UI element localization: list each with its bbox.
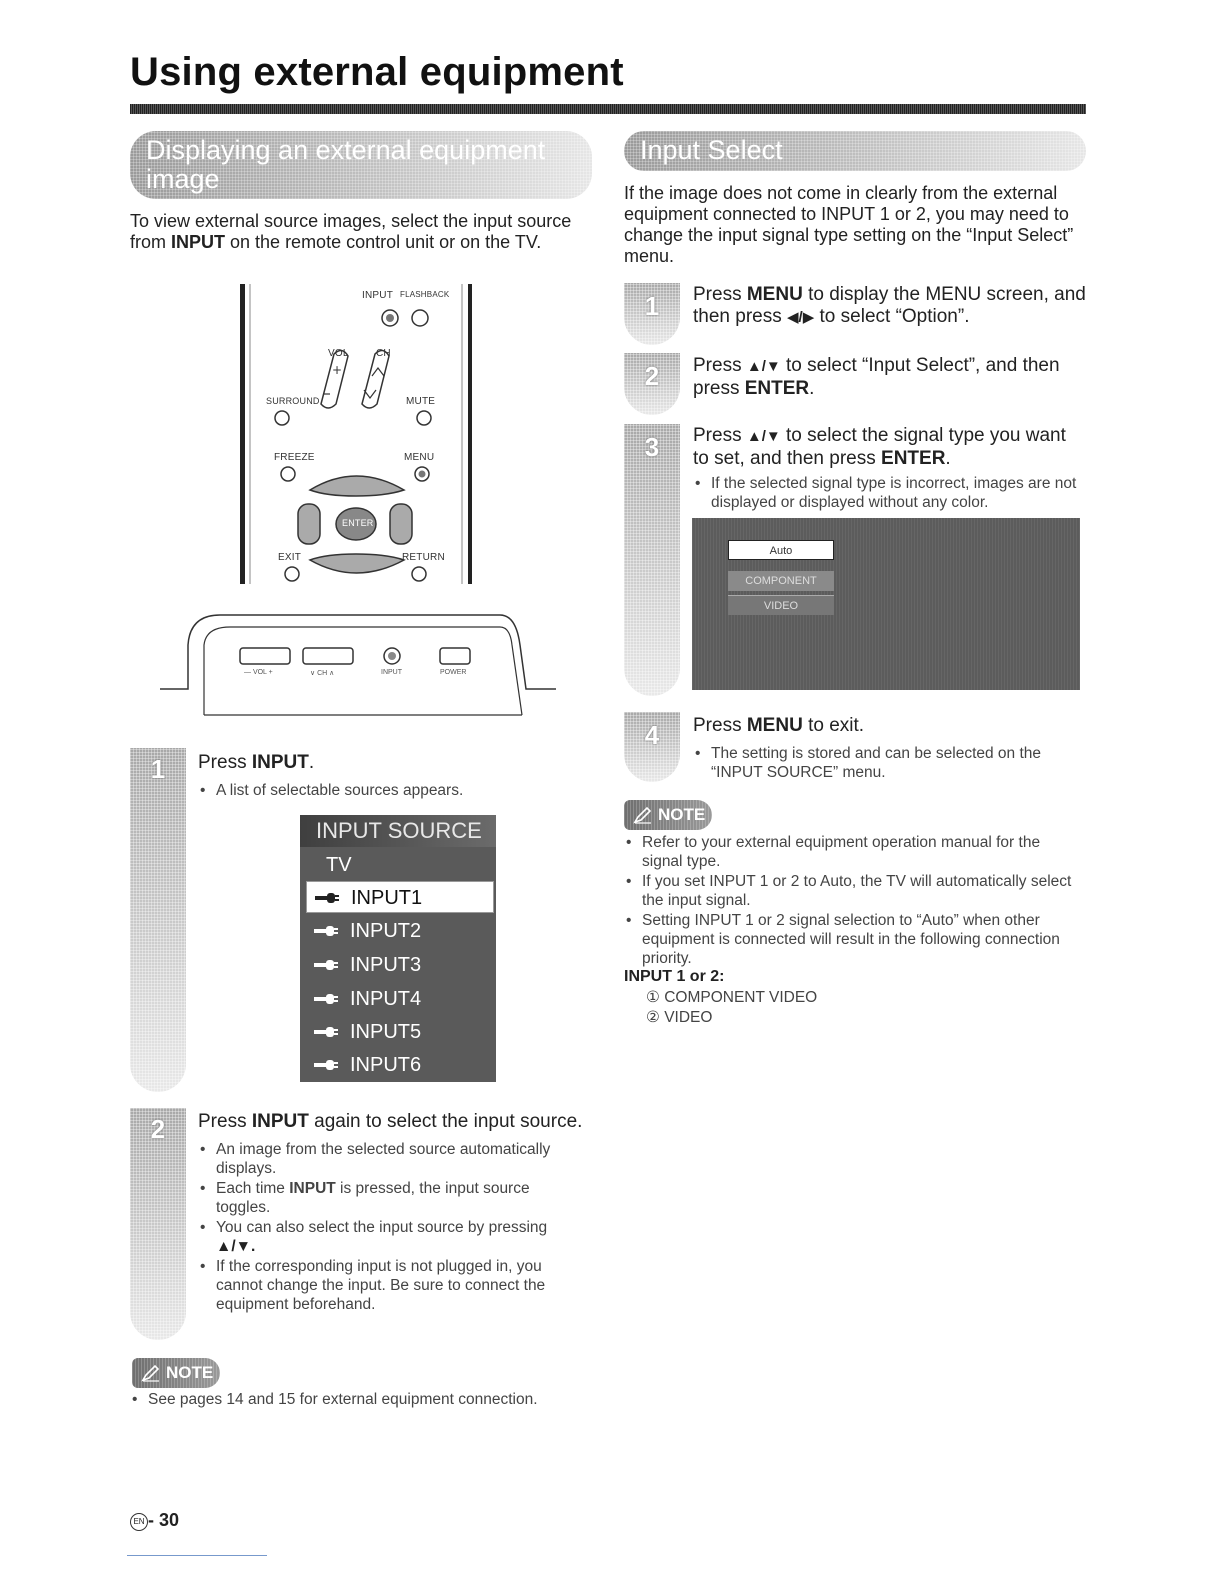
- remote-ch-label: CH: [376, 348, 391, 359]
- section-title-line2: image: [146, 164, 220, 194]
- step-number: 1: [150, 754, 166, 784]
- right-step3-bullets: [693, 474, 1085, 513]
- plug-icon: [314, 992, 338, 1006]
- step-number: 4: [644, 720, 660, 750]
- bullet-item: • If the selected signal type is incorrect, images are not displayed or displayed without any color.: [693, 474, 1085, 512]
- bullet-item: • The setting is stored and can be selected on the “INPUT SOURCE” menu.: [693, 744, 1078, 782]
- input-source-item-input6[interactable]: INPUT6: [306, 1049, 494, 1081]
- right-note-bullets: [624, 833, 1084, 969]
- remote-illustration: [236, 284, 476, 584]
- en-badge: EN: [130, 1513, 148, 1531]
- remote-freeze-label: FREEZE: [274, 452, 315, 463]
- page-number-block: [130, 1510, 179, 1531]
- left-step2-tab: [130, 1108, 186, 1340]
- remote-body-outline: [236, 284, 476, 584]
- step-number: 3: [644, 432, 660, 462]
- remote-flashback-label: FLASHBACK: [400, 290, 450, 299]
- plug-icon: [314, 1058, 338, 1072]
- pencil-icon: [140, 1362, 162, 1384]
- bullet-item: • See pages 14 and 15 for external equipment connection.: [130, 1390, 600, 1409]
- left-step2-bullets: [198, 1140, 583, 1315]
- input-source-item-input5[interactable]: INPUT5: [306, 1016, 494, 1048]
- right-step3-tab: [624, 424, 680, 696]
- section-title: Input Select: [640, 135, 783, 165]
- panel-ch-label: ∨ CH ∧: [310, 670, 335, 677]
- remote-return-label: RETURN: [402, 552, 445, 563]
- right-step1-tab: [624, 283, 680, 345]
- bullet-item: • You can also select the input source by pressing ▲/▼.: [198, 1218, 583, 1256]
- plug-icon: [315, 891, 339, 905]
- tv-panel-outline: [160, 605, 560, 723]
- page-title: Using external equipment: [130, 50, 624, 94]
- title-rule: [130, 104, 1086, 114]
- section-header-displaying: [130, 131, 592, 199]
- input-source-item-input1[interactable]: INPUT1: [306, 881, 494, 913]
- remote-exit-label: EXIT: [278, 552, 302, 563]
- remote-vol-label: VOL: [328, 348, 349, 359]
- right-step2-tab: [624, 353, 680, 415]
- left-step1-tab: [130, 748, 186, 1092]
- priority-heading: INPUT 1 or 2:: [624, 968, 725, 985]
- right-step4-bullets: [693, 744, 1078, 783]
- input-select-screen: [692, 518, 1080, 690]
- right-note-badge: NOTE: [624, 800, 712, 830]
- step-number: 2: [644, 361, 660, 391]
- right-step3-text: Press ▲/▼ to select the signal type you want to set, and then press ENTER.: [693, 425, 1066, 469]
- left-note-badge: NOTE: [132, 1358, 220, 1388]
- left-note-bullets: [130, 1390, 600, 1410]
- bullet-item: • Setting INPUT 1 or 2 signal selection to “Auto” when other equipment is connected will result in the following connection priority.: [624, 911, 1084, 968]
- input-source-item-input4[interactable]: INPUT4: [306, 983, 494, 1015]
- input-source-item-input2[interactable]: INPUT2: [306, 915, 494, 947]
- input-source-title: INPUT SOURCE: [300, 815, 496, 847]
- section-title-line1: Displaying an external equipment: [146, 135, 546, 165]
- left-step1-bullets: [198, 781, 588, 801]
- tv-panel-illustration: [160, 605, 560, 723]
- svg-text:+: +: [332, 363, 343, 377]
- right-step1-text: Press MENU to display the MENU screen, and then press ◀/▶ to select “Option”.: [693, 284, 1086, 327]
- section-header-input-select: [624, 131, 1086, 171]
- left-intro: To view external source images, select the input source from INPUT on the remote control unit or on the TV.: [130, 211, 572, 252]
- plug-icon: [314, 958, 338, 972]
- remote-enter-label: ENTER: [342, 518, 374, 528]
- plug-icon: [314, 924, 338, 938]
- input-source-menu: [300, 815, 496, 1082]
- remote-input-label: INPUT: [362, 290, 393, 301]
- panel-input-label: INPUT: [381, 669, 402, 676]
- right-step4-tab: [624, 712, 680, 782]
- priority-item-1: ① COMPONENT VIDEO: [646, 989, 818, 1006]
- step-number: 1: [644, 291, 660, 321]
- right-intro: If the image does not come in clearly from the external equipment connected to INPUT 1 or 2, you may need to change the input signal type setting on the “Input Select” menu.: [624, 183, 1074, 266]
- bullet-item: • If you set INPUT 1 or 2 to Auto, the TV will automatically select the input signal.: [624, 872, 1084, 910]
- input-source-item-tv[interactable]: TV: [326, 854, 352, 876]
- pencil-icon: [632, 804, 654, 826]
- priority-item-2: ② VIDEO: [646, 1009, 713, 1026]
- bullet-item: • Each time INPUT is pressed, the input source toggles.: [198, 1179, 583, 1217]
- page-number: - 30: [148, 1510, 180, 1530]
- left-step1-heading: Press INPUT.: [198, 752, 315, 773]
- remote-mute-label: MUTE: [406, 396, 436, 407]
- bullet-item: • An image from the selected source automatically displays.: [198, 1140, 583, 1178]
- step-number: 2: [150, 1114, 166, 1144]
- select-option-video[interactable]: VIDEO: [728, 595, 834, 615]
- plug-icon: [314, 1025, 338, 1039]
- select-option-auto[interactable]: Auto: [728, 540, 834, 560]
- remote-surround-label: SURROUND: [266, 396, 320, 406]
- right-step4-text: Press MENU to exit.: [693, 715, 865, 736]
- bullet-item: • A list of selectable sources appears.: [198, 781, 588, 800]
- right-step2-text: Press ▲/▼ to select “Input Select”, and then press ENTER.: [693, 355, 1060, 399]
- bullet-item: • Refer to your external equipment operation manual for the signal type.: [624, 833, 1084, 871]
- left-step2-heading: Press INPUT again to select the input source.: [198, 1111, 583, 1132]
- bullet-item: • If the corresponding input is not plugged in, you cannot change the input. Be sure to connect the equipment beforehand.: [198, 1257, 583, 1314]
- panel-power-label: POWER: [440, 669, 467, 676]
- remote-menu-label: MENU: [404, 452, 435, 463]
- panel-vol-label: — VOL +: [244, 669, 273, 676]
- footer-line: [127, 1555, 267, 1556]
- select-option-component[interactable]: COMPONENT: [728, 571, 834, 591]
- input-source-item-input3[interactable]: INPUT3: [306, 949, 494, 981]
